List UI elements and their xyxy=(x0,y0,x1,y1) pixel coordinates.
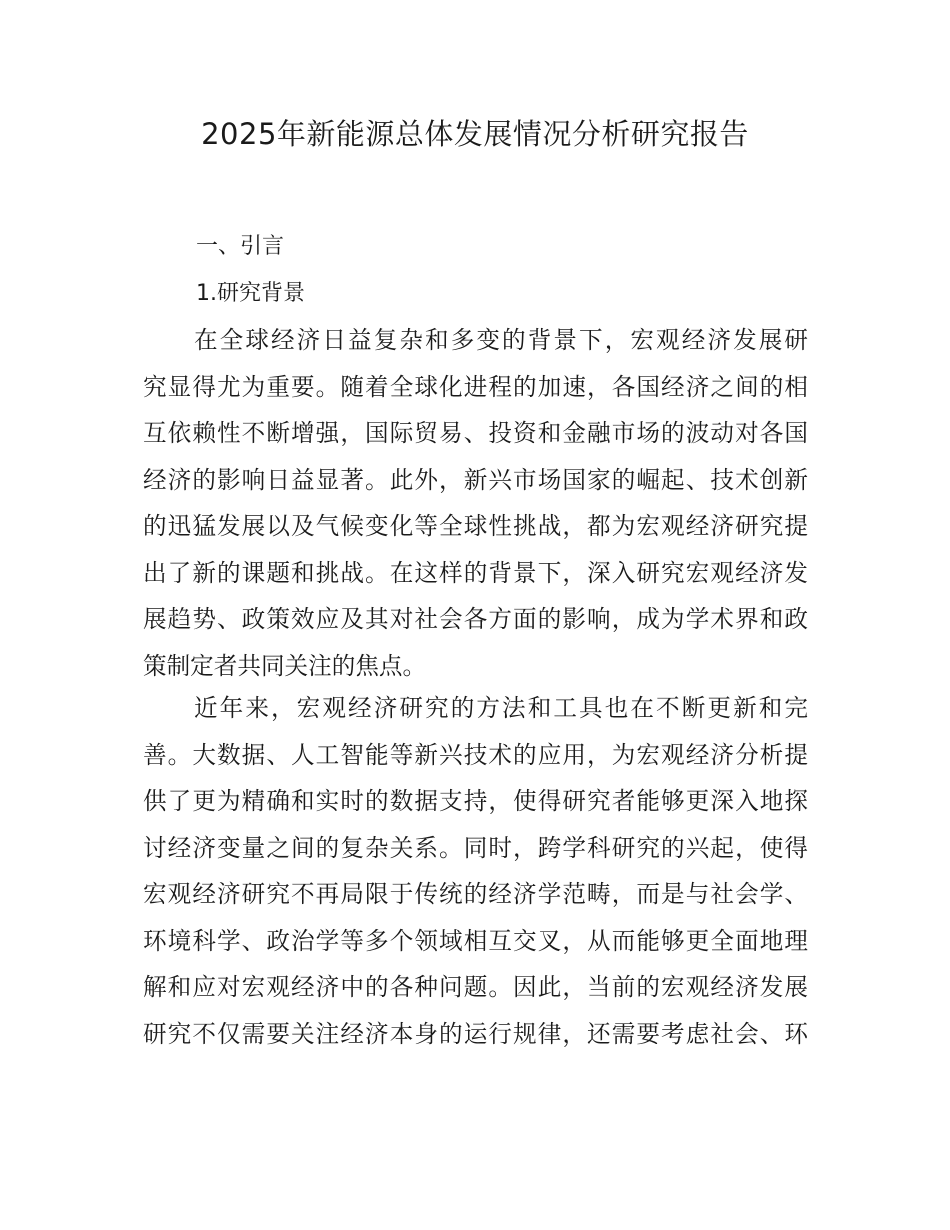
paragraph-line: 在全球经济日益复杂和多变的背景下，宏观经济发展研 xyxy=(194,326,808,354)
section-heading: 一、引言 xyxy=(196,234,285,259)
paragraph-line: 策制定者共同关注的焦点。 xyxy=(143,651,427,680)
paragraph-line: 供了更为精确和实时的数据支持，使得研究者能够更深入地探 xyxy=(143,787,808,815)
paragraph-1 xyxy=(143,317,808,689)
paragraph-line: 讨经济变量之间的复杂关系。同时，跨学科研究的兴起，使得 xyxy=(143,833,808,862)
paragraph-line: 研究不仅需要关注经济本身的运行规律，还需要考虑社会、环 xyxy=(143,1019,808,1048)
subsection-heading: 1.研究背景 xyxy=(196,281,305,306)
paragraph-line: 展趋势、政策效应及其对社会各方面的影响，成为学术界和政 xyxy=(143,605,808,633)
paragraph-2 xyxy=(143,685,808,1057)
paragraph-line: 环境科学、政治学等多个领域相互交叉，从而能够更全面地理 xyxy=(143,926,808,955)
paragraph-line: 究显得尤为重要。随着全球化进程的加速，各国经济之间的相 xyxy=(143,372,808,401)
paragraph-line: 解和应对宏观经济中的各种问题。因此，当前的宏观经济发展 xyxy=(143,973,808,1001)
paragraph-line: 善。大数据、人工智能等新兴技术的应用，为宏观经济分析提 xyxy=(143,740,808,769)
paragraph-line: 近年来，宏观经济研究的方法和工具也在不断更新和完 xyxy=(194,694,808,722)
paragraph-line: 宏观经济研究不再局限于传统的经济学范畴，而是与社会学、 xyxy=(143,880,808,908)
paragraph-line: 互依赖性不断增强，国际贸易、投资和金融市场的波动对各国 xyxy=(143,419,808,447)
paragraph-line: 的迅猛发展以及气候变化等全球性挑战，都为宏观经济研究提 xyxy=(143,512,808,540)
document-title: 2025年新能源总体发展情况分析研究报告 xyxy=(201,117,749,151)
paragraph-line: 出了新的课题和挑战。在这样的背景下，深入研究宏观经济发 xyxy=(143,558,808,587)
paragraph-line: 经济的影响日益显著。此外，新兴市场国家的崛起、技术创新 xyxy=(143,465,808,494)
